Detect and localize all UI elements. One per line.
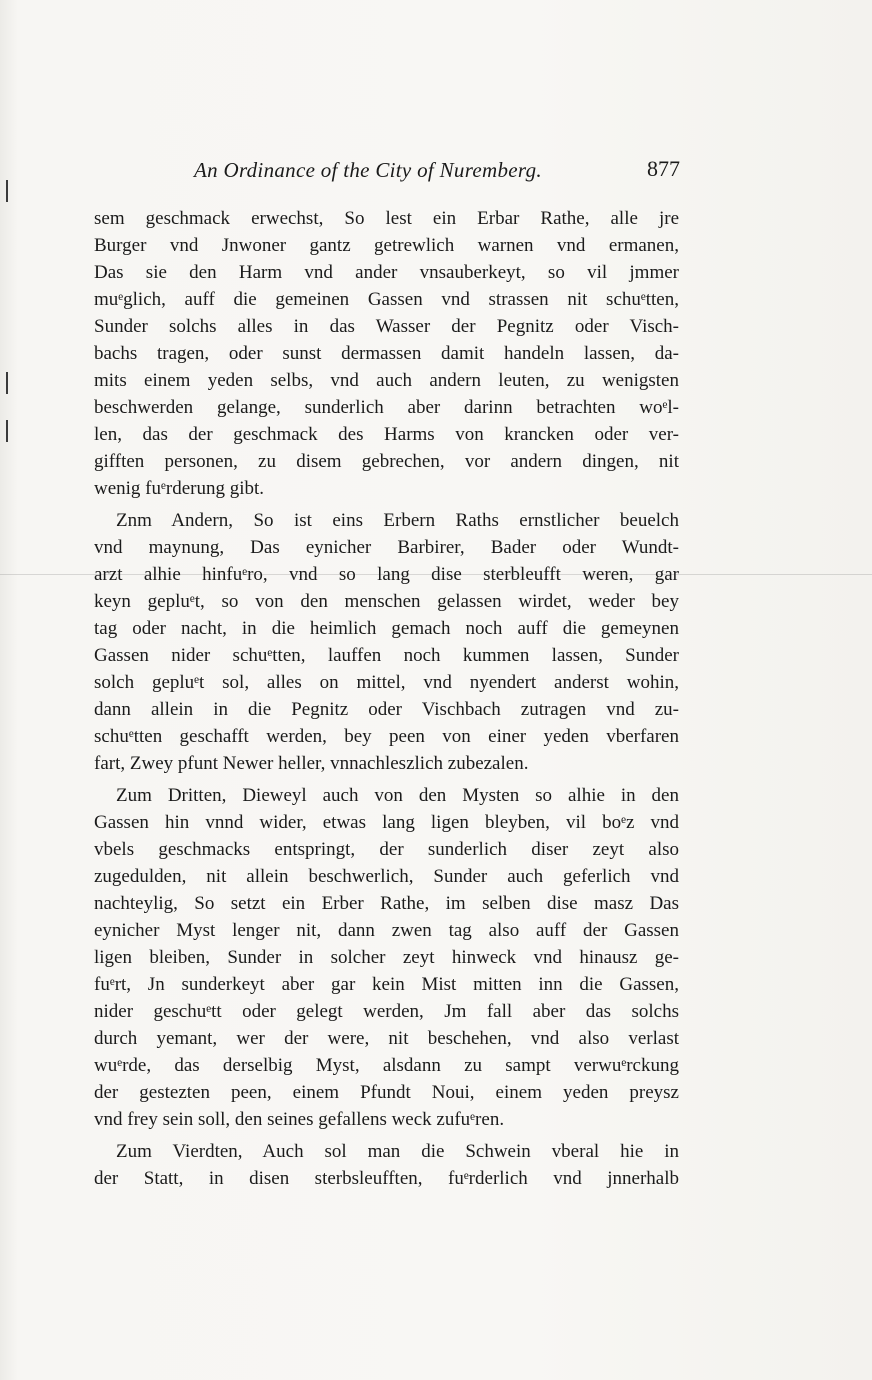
text-line: beschwerden gelange, sunderlich aber darinn betrachten woᵉl- [94, 397, 679, 418]
page-edge-mark [6, 180, 8, 202]
body-text [94, 205, 679, 1192]
text-line: eynicher Myst lenger nit, dann zwen tag also auff der Gassen [94, 920, 679, 941]
text-line: der gestezten peen, einem Pfundt Noui, einem yeden preysz [94, 1082, 679, 1103]
paragraph-4 [94, 1138, 679, 1192]
text-line: Zum Dritten, Dieweyl auch von den Mysten so alhie in den [116, 785, 679, 806]
text-line: nachteylig, So setzt ein Erber Rathe, im selben dise masz Das [94, 893, 679, 914]
text-line: wenig fuᵉrderung gibt. [94, 478, 265, 499]
text-line: schuᵉtten geschafft werden, bey peen von einer yeden vberfaren [94, 726, 679, 747]
page-edge-mark [6, 420, 8, 442]
running-title: An Ordinance of the City of Nuremberg. [194, 158, 542, 182]
page-edge-mark [6, 372, 8, 394]
text-line: wuᵉrde, das derselbig Myst, alsdann zu sampt verwuᵉrckung [94, 1055, 679, 1076]
text-line: Gassen nider schuᵉtten, lauffen noch kummen lassen, Sunder [94, 645, 679, 666]
paragraph-1 [94, 205, 679, 502]
text-line: Das sie den Harm vnd ander vnsauberkeyt, so vil jmmer [94, 262, 679, 283]
text-line: vbels geschmacks entspringt, der sunderlich diser zeyt also [94, 839, 679, 860]
text-line: keyn gepluᵉt, so von den menschen gelassen wirdet, weder bey [94, 591, 679, 612]
text-line: gifften personen, zu disem gebrechen, vor andern dingen, nit [94, 451, 679, 472]
text-line: arzt alhie hinfuᵉro, vnd so lang dise sterbleufft weren, gar [94, 564, 679, 585]
text-line: bachs tragen, oder sunst dermassen damit handeln lassen, da- [94, 343, 679, 364]
text-line: Znm Andern, So ist eins Erbern Raths ernstlicher beuelch [116, 510, 679, 531]
text-line: nider geschuᵉtt oder gelegt werden, Jm fall aber das solchs [94, 1001, 679, 1022]
paragraph-3 [94, 782, 679, 1133]
text-line: solch gepluᵉt sol, alles on mittel, vnd nyendert anderst wohin, [94, 672, 679, 693]
page-number: 877 [647, 156, 680, 181]
text-line: fuᵉrt, Jn sunderkeyt aber gar kein Mist mitten inn die Gassen, [94, 974, 679, 995]
text-line: dann allein in die Pegnitz oder Vischbach zutragen vnd zu- [94, 699, 679, 720]
text-line: Burger vnd Jnwoner gantz getrewlich warnen vnd ermanen, [94, 235, 679, 256]
text-line: Gassen hin vnnd wider, etwas lang ligen bleyben, vil boᵉz vnd [94, 812, 679, 833]
paragraph-2 [94, 507, 679, 777]
text-line: vnd frey sein soll, den seines gefallens weck zufuᵉren. [94, 1109, 505, 1130]
text-line: der Statt, in disen sterbsleufften, fuᵉrderlich vnd jnnerhalb [94, 1168, 679, 1189]
running-head [90, 156, 680, 190]
text-line: fart, Zwey pfunt Newer heller, vnnachleszlich zubezalen. [94, 753, 529, 774]
text-line: ligen bleiben, Sunder in solcher zeyt hinweck vnd hinausz ge- [94, 947, 679, 968]
text-line: sem geschmack erwechst, So lest ein Erbar Rathe, alle jre [94, 208, 679, 229]
text-line: Zum Vierdten, Auch sol man die Schwein vberal hie in [116, 1141, 679, 1162]
text-line: zugedulden, nit allein beschwerlich, Sunder auch geferlich vnd [94, 866, 679, 887]
text-line: muᵉglich, auff die gemeinen Gassen vnd strassen nit schuᵉtten, [94, 289, 679, 310]
text-line: tag oder nacht, in die heimlich gemach noch auff die gemeynen [94, 618, 679, 639]
text-line: mits einem yeden selbs, vnd auch andern leuten, zu wenigsten [94, 370, 679, 391]
text-line: vnd maynung, Das eynicher Barbirer, Bader oder Wundt- [94, 537, 679, 558]
text-line: Sunder solchs alles in das Wasser der Pegnitz oder Visch- [94, 316, 679, 337]
text-line: durch yemant, wer der were, nit beschehen, vnd also verlast [94, 1028, 679, 1049]
text-line: len, das der geschmack des Harms von krancken oder ver- [94, 424, 679, 445]
